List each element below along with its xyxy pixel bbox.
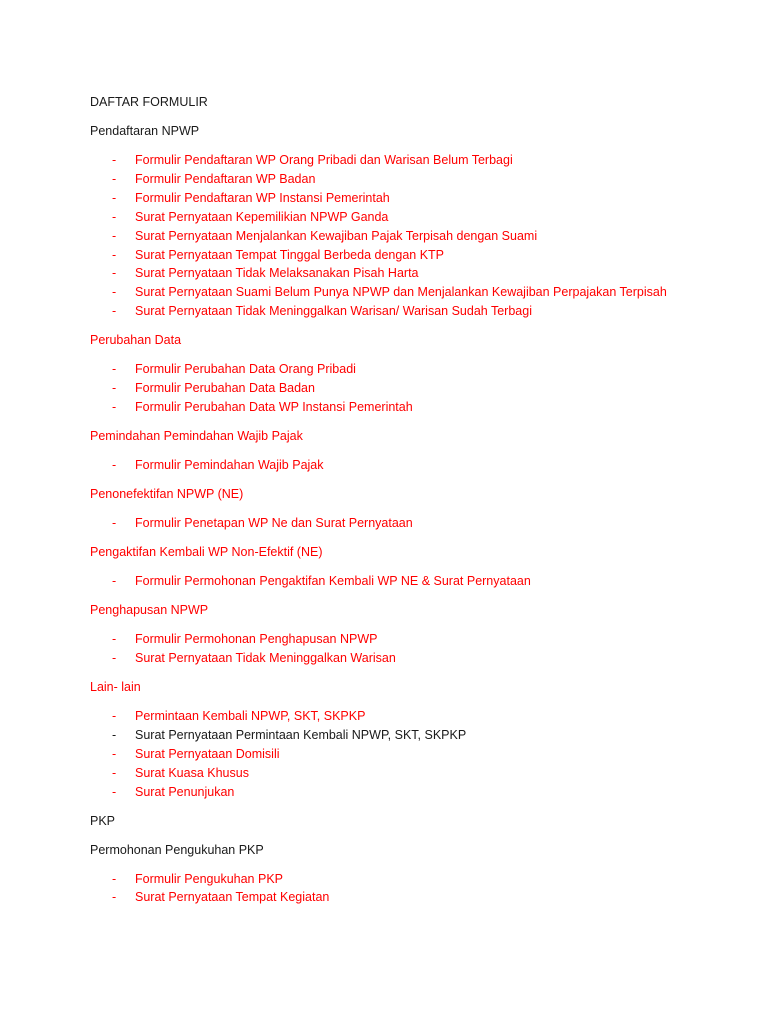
list-item-text: Surat Pernyataan Tidak Meninggalkan Warisan bbox=[135, 650, 396, 665]
list-item-text: Formulir Pendaftaran WP Instansi Pemerintah bbox=[135, 190, 390, 205]
bullet-dash: - bbox=[112, 285, 117, 300]
bullet-dash: - bbox=[112, 765, 117, 780]
list-item-text: Formulir Perubahan Data WP Instansi Pemerintah bbox=[135, 400, 413, 414]
bullet-dash: - bbox=[112, 784, 117, 799]
list-item-text: Surat Pernyataan Suami Belum Punya NPWP dan Menjalankan Kewajiban Perpajakan Terpisah bbox=[135, 285, 667, 300]
section-heading: Pengaktifan Kembali WP Non-Efektif (NE) bbox=[90, 545, 323, 559]
list-item-text: Surat Pernyataan Kepemilikian NPWP Ganda bbox=[135, 209, 389, 224]
bullet-dash: - bbox=[112, 400, 117, 414]
bullet-dash: - bbox=[112, 381, 117, 396]
list-item-text: Formulir Penetapan WP Ne dan Surat Pernyataan bbox=[135, 516, 413, 530]
list-item-text: Formulir Perubahan Data Orang Pribadi bbox=[135, 362, 356, 377]
list-item-text: Formulir Permohonan Pengaktifan Kembali WP NE & Surat Pernyataan bbox=[135, 574, 531, 588]
list-item-text: Formulir Perubahan Data Badan bbox=[135, 381, 315, 396]
section-heading: Pendaftaran NPWP bbox=[90, 124, 200, 138]
bullet-dash: - bbox=[112, 171, 117, 186]
bullet-dash: - bbox=[112, 871, 117, 886]
list-item-text: Surat Pernyataan Menjalankan Kewajiban Pajak Terpisah dengan Suami bbox=[135, 228, 538, 243]
section-heading: PKP bbox=[90, 813, 116, 828]
bullet-dash: - bbox=[112, 304, 117, 319]
list-item-text: Surat Kuasa Khusus bbox=[135, 765, 249, 780]
list-item-text: Surat Pernyataan Permintaan Kembali NPWP, SKT, SKPKP bbox=[135, 727, 467, 742]
bullet-dash: - bbox=[112, 209, 117, 224]
bullet-dash: - bbox=[112, 247, 117, 262]
bullet-dash: - bbox=[112, 458, 117, 472]
list-item-text: Permintaan Kembali NPWP, SKT, SKPKP bbox=[135, 708, 366, 723]
section-heading: Penghapusan NPWP bbox=[90, 603, 209, 617]
list-item-text: Formulir Pendaftaran WP Badan bbox=[135, 171, 316, 186]
list-item-text: Formulir Permohonan Penghapusan NPWP bbox=[135, 632, 378, 646]
list-item-text: Formulir Pendaftaran WP Orang Pribadi dan Warisan Belum Terbagi bbox=[135, 153, 513, 167]
bullet-dash: - bbox=[112, 228, 117, 243]
list-item-text: Formulir Pemindahan Wajib Pajak bbox=[135, 458, 324, 472]
bullet-dash: - bbox=[112, 746, 117, 761]
list-item-text: Surat Penunjukan bbox=[135, 784, 235, 799]
bullet-dash: - bbox=[112, 632, 117, 646]
section-heading: Penonefektifan NPWP (NE) bbox=[90, 487, 244, 501]
bullet-dash: - bbox=[112, 516, 117, 530]
section-heading: Lain- lain bbox=[90, 679, 141, 694]
section-heading: Pemindahan Pemindahan Wajib Pajak bbox=[90, 429, 303, 443]
list-item-text: Surat Pernyataan Tempat Kegiatan bbox=[135, 890, 330, 905]
list-item-text: Surat Pernyataan Tidak Melaksanakan Pisah Harta bbox=[135, 266, 419, 281]
document-title: DAFTAR FORMULIR bbox=[90, 95, 208, 109]
list-item-text: Surat Pernyataan Domisili bbox=[135, 746, 280, 761]
bullet-dash: - bbox=[112, 266, 117, 281]
bullet-dash: - bbox=[112, 650, 117, 665]
list-item-text: Surat Pernyataan Tempat Tinggal Berbeda dengan KTP bbox=[135, 247, 445, 262]
section-heading: Perubahan Data bbox=[90, 333, 182, 348]
list-item-text: Formulir Pengukuhan PKP bbox=[135, 871, 283, 886]
bullet-dash: - bbox=[112, 362, 117, 377]
bullet-dash: - bbox=[112, 727, 117, 742]
bullet-dash: - bbox=[112, 153, 117, 167]
bullet-dash: - bbox=[112, 574, 117, 588]
bullet-dash: - bbox=[112, 708, 117, 723]
list-item-text: Surat Pernyataan Tidak Meninggalkan Warisan/ Warisan Sudah Terbagi bbox=[135, 304, 532, 319]
section-heading: Permohonan Pengukuhan PKP bbox=[90, 842, 264, 857]
bullet-dash: - bbox=[112, 190, 117, 205]
bullet-dash: - bbox=[112, 890, 117, 905]
